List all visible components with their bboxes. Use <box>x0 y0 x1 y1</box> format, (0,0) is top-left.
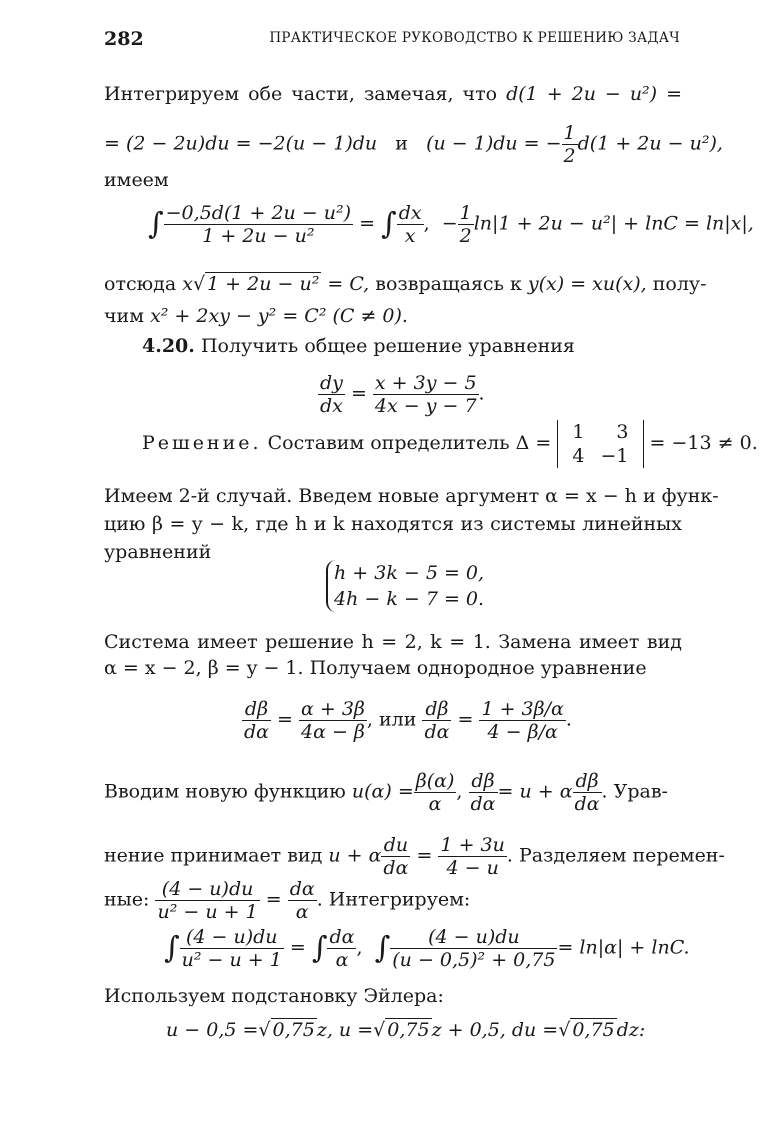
integral-sign: ∫ <box>311 930 328 966</box>
text-span: . Интегрируем: <box>316 888 471 911</box>
fraction-numerator: (4 − u)du <box>155 878 259 901</box>
fraction <box>327 926 356 971</box>
text-line-1 <box>104 82 682 106</box>
text-span: α = x − 2, β = y − 1. Получаем однородное уравнение <box>104 657 647 679</box>
square-root-content: 0,75 <box>387 1019 430 1041</box>
text-line-18 <box>104 878 470 923</box>
fraction-numerator: −0,5d(1 + 2u − u²) <box>165 202 352 224</box>
fraction <box>288 878 317 923</box>
fraction-denominator: dx <box>320 395 343 417</box>
text-line-17 <box>104 834 725 879</box>
det-cell: 3 <box>616 421 629 443</box>
square-root-content: 0,75 <box>572 1019 615 1041</box>
fraction-numerator: 1 <box>563 122 576 144</box>
equals-sign: = <box>457 708 474 731</box>
det-cell: 4 <box>572 445 585 467</box>
text-line-6 <box>104 304 408 328</box>
integral-sign: ∫ <box>374 930 391 966</box>
fraction-denominator: 2 <box>563 145 576 167</box>
page-number: 282 <box>104 28 144 50</box>
integral-sign: ∫ <box>148 206 164 242</box>
formula-inline: u(α) = <box>351 780 414 803</box>
delta-symbol: Δ = <box>515 432 552 454</box>
text-line-2 <box>104 122 723 167</box>
fraction <box>164 202 353 247</box>
fraction-numerator: dx <box>398 202 422 224</box>
formula-inline: = ln|α| + lnC. <box>557 936 690 959</box>
fraction-denominator: dα <box>244 721 269 743</box>
fraction-denominator: 2 <box>459 225 472 247</box>
fraction-numerator: dβ <box>469 770 498 793</box>
formula-inline: dz: <box>616 1019 646 1041</box>
text-line-14 <box>104 656 647 680</box>
integral-sign: ∫ <box>381 206 397 242</box>
fraction-numerator: du <box>381 834 410 857</box>
fraction-denominator: dα <box>424 721 450 743</box>
text-span: нение принимает вид <box>104 844 323 867</box>
text-line-13 <box>104 630 682 654</box>
fraction <box>390 926 557 971</box>
display-formula-5: u − 0,5 =√ 0,75 z, u =√ 0,75 z + 0,5, du =√ 0,75 dz: <box>166 1019 646 1041</box>
text-span: цию β = y − k, где h и k находятся из системы линейных <box>104 513 682 535</box>
equation-system <box>326 560 484 612</box>
formula-inline: = u + α <box>497 780 573 803</box>
text-line-11 <box>104 512 682 536</box>
text-span: Имеем 2-й случай. Введем новые аргумент α = x − h и функ- <box>104 485 719 507</box>
fraction <box>180 926 284 971</box>
text-span: имеем <box>104 169 169 191</box>
text-span: . Урав- <box>601 780 668 803</box>
integral-sign: ∫ <box>164 930 180 966</box>
formula-inline: (u − 1)du = − <box>426 132 562 155</box>
text-span: и <box>395 132 408 155</box>
det-cell: 1 <box>572 421 585 443</box>
text-span: возвращаясь к <box>375 273 522 295</box>
text-span: уравнений <box>104 541 212 563</box>
display-formula-1 <box>148 202 754 247</box>
fraction-numerator: 1 + 3u <box>440 834 505 856</box>
running-title: ПРАКТИЧЕСКОЕ РУКОВОДСТВО К РЕШЕНИЮ ЗАДАЧ <box>269 30 680 46</box>
fraction <box>469 770 498 815</box>
fraction-numerator: 1 + 3β/α <box>481 698 564 720</box>
fraction-numerator: dα <box>329 926 355 948</box>
fraction <box>299 698 367 743</box>
comma: , <box>456 780 463 803</box>
system-equation: 4h − k − 7 = 0. <box>334 588 485 610</box>
fraction <box>414 770 457 815</box>
fraction-denominator: (u − 0,5)² + 0,75 <box>392 949 556 971</box>
fraction-denominator: dα <box>470 793 496 815</box>
fraction <box>381 834 410 879</box>
determinant <box>557 420 643 468</box>
formula-inline: z, u = <box>316 1019 374 1041</box>
period: . <box>565 708 572 731</box>
minus-sign: − <box>441 212 458 235</box>
fraction-numerator: α + 3β <box>301 698 365 720</box>
formula-inline: u + α <box>328 844 382 867</box>
formula-inline: = C, <box>327 273 370 295</box>
fraction-numerator: 1 <box>459 202 472 224</box>
fraction-denominator: dα <box>574 793 600 815</box>
problem-number: 4.20. <box>142 335 195 357</box>
fraction-numerator: (4 − u)du <box>180 926 284 949</box>
fraction-numerator: dβ <box>573 770 602 793</box>
system-equation: h + 3k − 5 = 0, <box>334 562 485 584</box>
fraction-numerator: dβ <box>242 698 271 721</box>
fraction-numerator: β(α) <box>415 770 455 792</box>
fraction-numerator: x + 3y − 5 <box>374 372 477 394</box>
square-root-content: 0,75 <box>272 1019 315 1041</box>
period: . <box>478 382 485 405</box>
fraction <box>458 202 474 247</box>
page-header <box>104 28 680 52</box>
text-span: Получить общее решение уравнения <box>200 335 575 357</box>
fraction-denominator: 4x − y − 7 <box>374 395 477 417</box>
fraction-denominator: dα <box>383 857 409 879</box>
solution-label: Решение. <box>142 432 262 454</box>
formula-inline: x² + 2xy − y² = C² (C ≠ 0). <box>150 305 408 327</box>
problem-heading <box>142 334 575 358</box>
fraction-numerator: (4 − u)du <box>390 926 557 949</box>
fraction <box>422 698 451 743</box>
fraction <box>373 372 479 417</box>
formula-inline: z + 0,5, du = <box>431 1019 559 1041</box>
fraction-denominator: u² − u + 1 <box>157 901 258 923</box>
system-brace <box>326 560 484 612</box>
fraction-denominator: x <box>404 225 416 247</box>
text-line-12 <box>104 540 211 564</box>
text-span: Интегрируем обе части, замечая, что <box>104 83 498 105</box>
fraction <box>562 122 578 167</box>
text-line-20 <box>104 984 444 1008</box>
fraction-denominator: α <box>428 793 442 815</box>
formula-inline: y(x) = xu(x), <box>527 273 647 295</box>
text-line-5: отсюда x√ 1 + 2u − u² = C, возвращаясь к y(x) = xu(x), полу- <box>104 273 707 295</box>
fraction <box>318 372 345 417</box>
text-span: полу- <box>652 273 707 295</box>
formula-inline: = (2 − 2u)du = −2(u − 1)du <box>104 132 378 155</box>
fraction <box>155 878 259 923</box>
fraction-denominator: u² − u + 1 <box>181 949 282 971</box>
display-formula-3 <box>242 698 572 743</box>
text-span: Система имеет решение h = 2, k = 1. Замена имеет вид <box>104 631 682 653</box>
formula-inline: = −13 ≠ 0. <box>649 432 758 454</box>
comma: , <box>356 936 363 959</box>
display-formula-4 <box>164 926 690 971</box>
text-span: , или <box>366 708 417 731</box>
fraction-denominator: 4 − u <box>446 857 499 879</box>
solution-line <box>142 420 758 468</box>
fraction-numerator: dy <box>320 372 343 394</box>
display-formula-2 <box>318 372 485 417</box>
formula-inline: d(1 + 2u − u²), <box>577 132 723 155</box>
fraction-numerator: dα <box>289 878 315 900</box>
comma: , <box>423 212 430 235</box>
text-span: чим <box>104 305 145 327</box>
text-span: Используем подстановку Эйлера: <box>104 985 444 1007</box>
text-line-3 <box>104 168 169 192</box>
fraction-denominator: 4α − β <box>301 721 365 743</box>
text-span: ные: <box>104 888 150 911</box>
det-cell: −1 <box>600 445 629 467</box>
equals-sign: = <box>265 888 282 911</box>
fraction <box>438 834 506 879</box>
text-span: отсюда <box>104 273 177 295</box>
fraction-denominator: α <box>295 901 309 923</box>
text-line-10 <box>104 484 719 508</box>
text-span: Составим определитель <box>267 432 510 454</box>
text-line-16 <box>104 770 668 815</box>
equals-sign: = <box>350 382 367 405</box>
fraction-denominator: α <box>335 949 349 971</box>
equals-sign: = <box>277 708 293 731</box>
fraction <box>242 698 271 743</box>
equals-sign: = <box>416 844 433 867</box>
text-span: . Разделяем перемен- <box>506 844 725 867</box>
equals-sign: = <box>289 936 306 959</box>
fraction <box>397 202 424 247</box>
formula-inline: d(1 + 2u − u²) = <box>506 83 682 105</box>
formula-inline: x <box>182 273 193 295</box>
text-span: Вводим новую функцию <box>104 780 346 803</box>
fraction <box>479 698 565 743</box>
fraction-denominator: 4 − β/α <box>487 721 558 743</box>
equals-sign: = <box>359 212 375 235</box>
formula-inline: u − 0,5 = <box>166 1019 259 1041</box>
fraction-denominator: 1 + 2u − u² <box>202 225 315 247</box>
fraction <box>573 770 602 815</box>
formula-inline: ln|1 + 2u − u²| + lnC = ln|x|, <box>473 212 754 235</box>
square-root-content: 1 + 2u − u² <box>207 273 320 295</box>
fraction-numerator: dβ <box>422 698 451 721</box>
